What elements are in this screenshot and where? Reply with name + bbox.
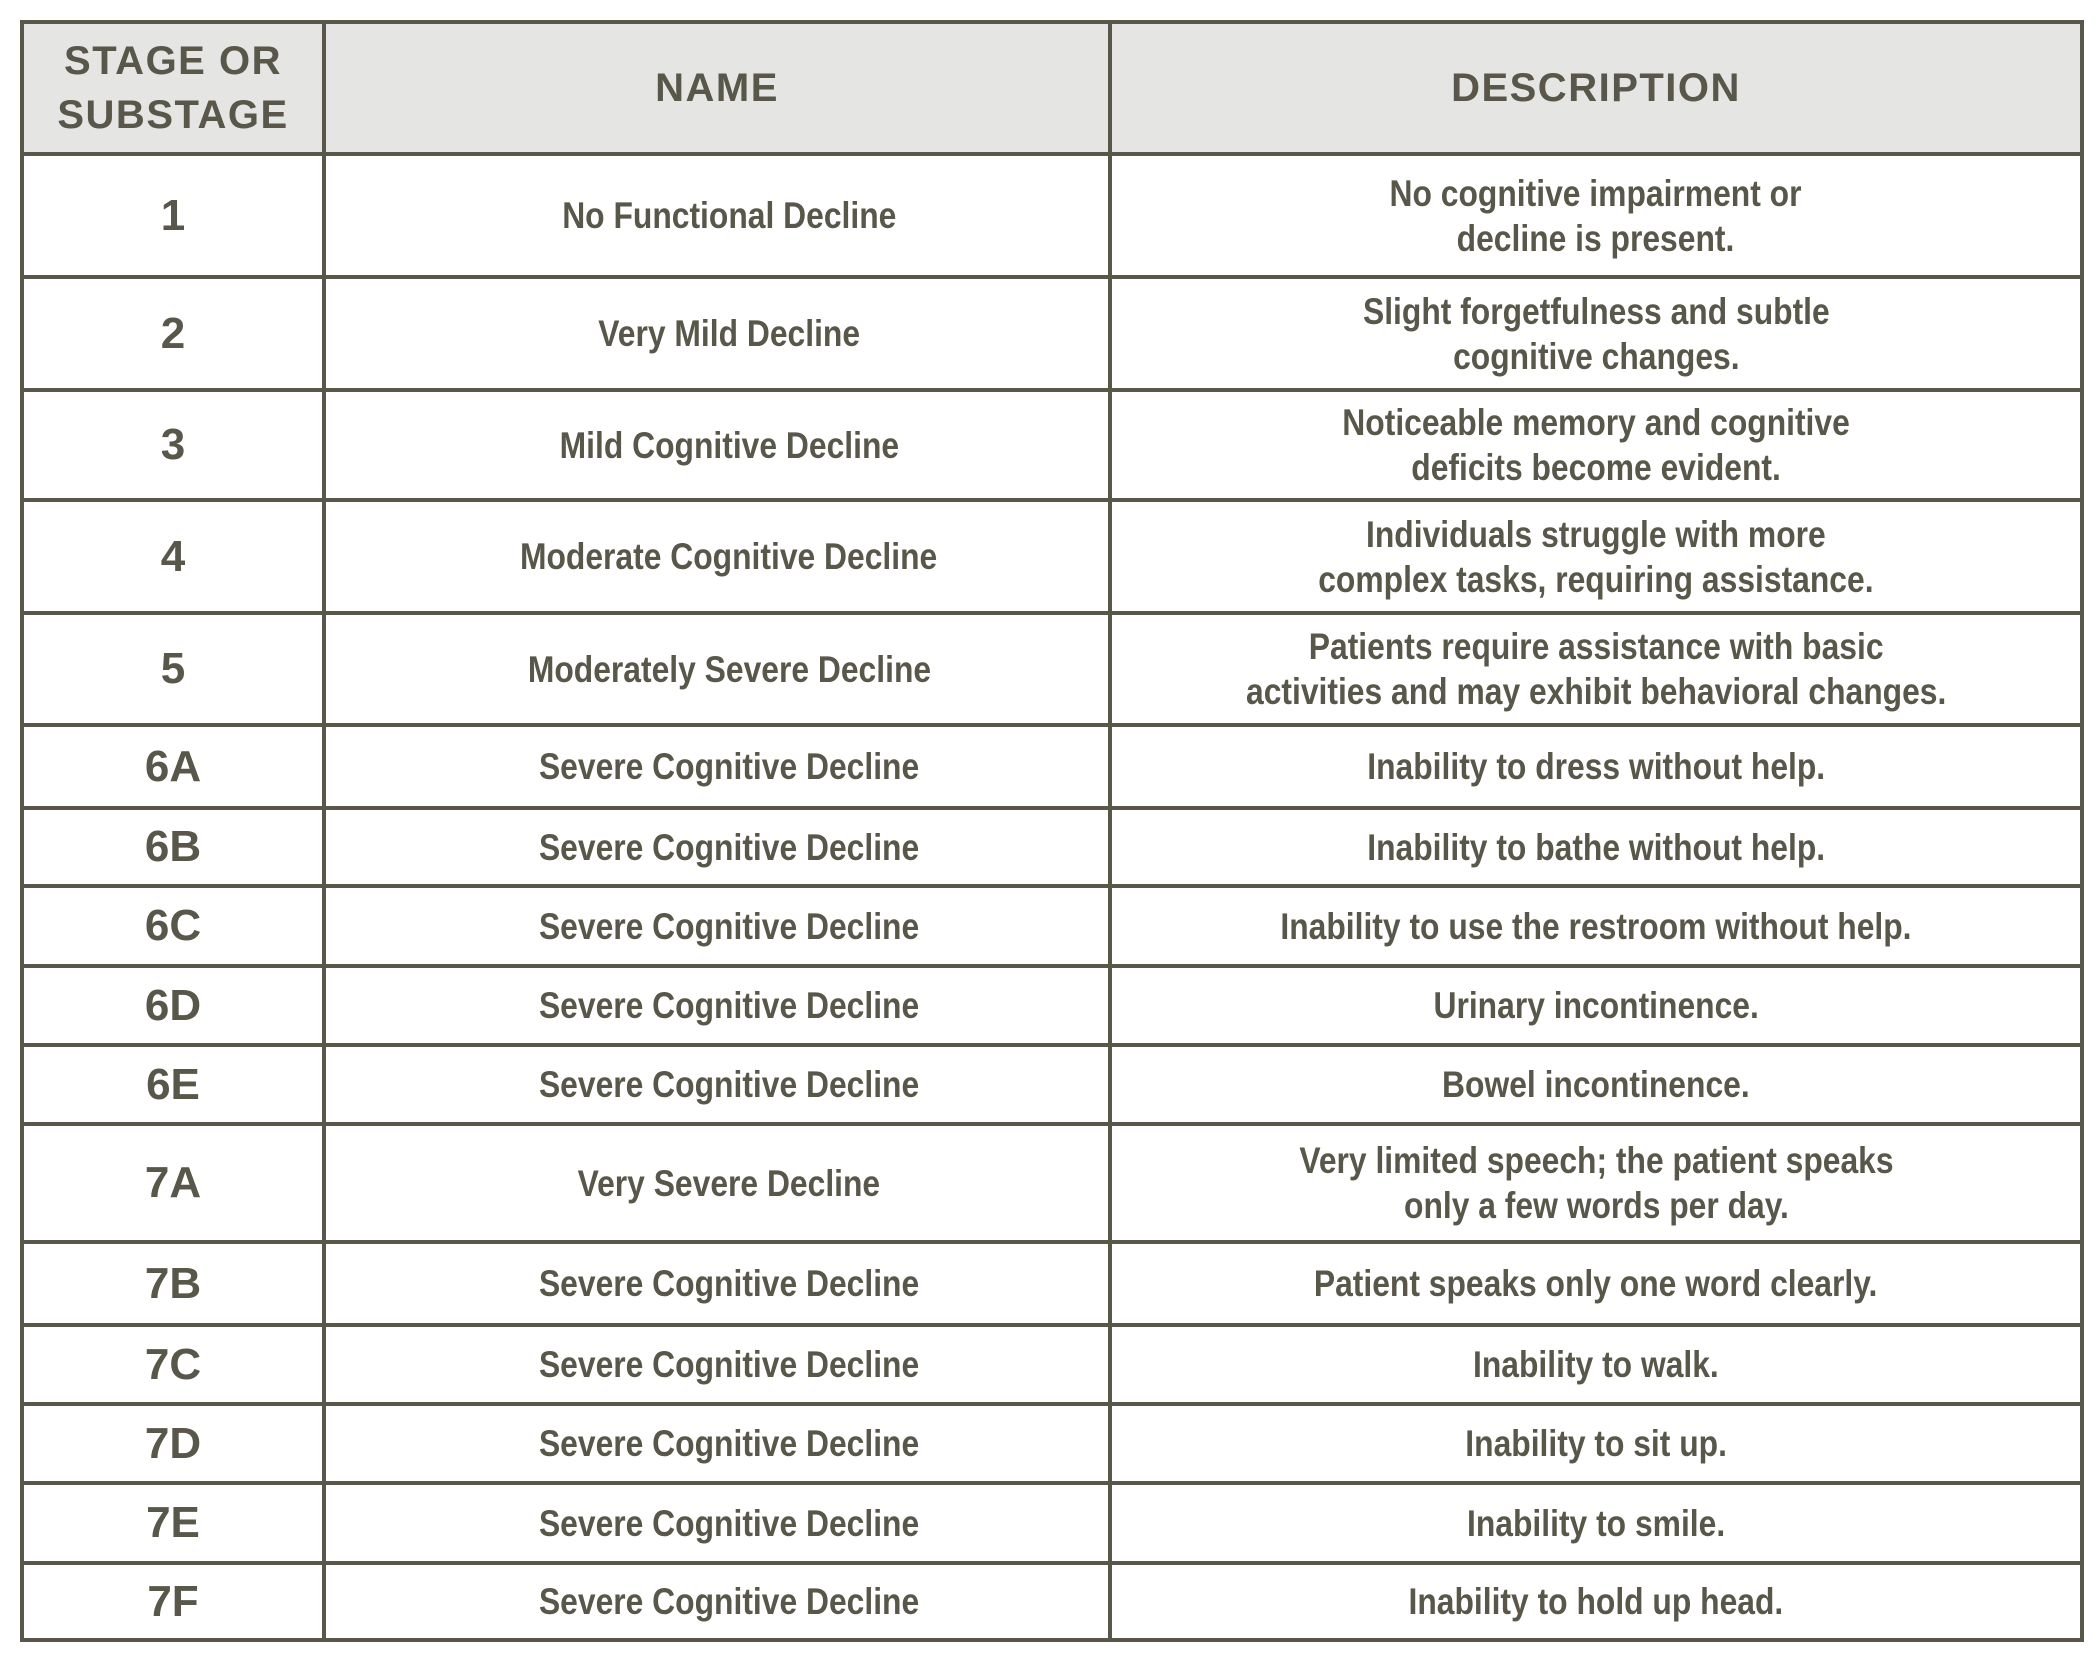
stage-cell <box>22 613 324 725</box>
stage-cell <box>22 390 324 500</box>
stage-name: Very Severe Decline <box>577 1162 881 1204</box>
stage-name: Severe Cognitive Decline <box>538 1502 920 1544</box>
stage-cell <box>22 966 324 1045</box>
table-row <box>22 966 2082 1045</box>
name-cell <box>324 390 1110 500</box>
stage-cell <box>22 1563 324 1640</box>
table-row <box>22 886 2082 966</box>
stage-description: Individuals struggle with more complex tasks, requiring assistance. <box>1318 513 1874 600</box>
stage-value: 4 <box>160 531 186 581</box>
stage-cell <box>22 886 324 966</box>
stage-value: 7A <box>144 1158 202 1207</box>
stage-cell <box>22 1483 324 1563</box>
table-row <box>22 154 2082 277</box>
stage-name: Moderate Cognitive Decline <box>520 536 938 577</box>
stage-cell <box>22 500 324 613</box>
table-row <box>22 808 2082 886</box>
stage-name: Severe Cognitive Decline <box>538 1344 920 1385</box>
name-cell <box>324 725 1110 808</box>
stage-description: Inability to bathe without help. <box>1367 826 1825 868</box>
description-cell <box>1110 1045 2082 1124</box>
stage-cell <box>22 277 324 390</box>
name-cell <box>324 1124 1110 1242</box>
stage-value: 1 <box>160 190 186 240</box>
stage-cell <box>22 1242 324 1325</box>
stage-description: Very limited speech; the patient speaks only a few words per day. <box>1298 1140 1894 1226</box>
stage-cell <box>22 1404 324 1483</box>
description-cell <box>1110 1325 2082 1404</box>
description-cell <box>1110 1483 2082 1563</box>
stage-value: 2 <box>160 308 186 358</box>
name-cell <box>324 886 1110 966</box>
description-cell <box>1110 613 2082 725</box>
stage-name: Severe Cognitive Decline <box>538 905 920 947</box>
header-name-label: NAME <box>655 66 779 110</box>
header-description <box>1110 22 2082 154</box>
stage-name: No Functional Decline <box>561 195 897 236</box>
description-cell <box>1110 1404 2082 1483</box>
name-cell <box>324 277 1110 390</box>
stage-description: Bowel incontinence. <box>1442 1064 1750 1105</box>
name-cell <box>324 1483 1110 1563</box>
stage-description: Inability to sit up. <box>1465 1423 1727 1464</box>
stage-name: Severe Cognitive Decline <box>538 826 920 868</box>
description-cell <box>1110 808 2082 886</box>
table-row <box>22 500 2082 613</box>
description-cell <box>1110 725 2082 808</box>
dementia-stages-table <box>20 20 2084 1642</box>
stage-name: Severe Cognitive Decline <box>538 1581 920 1622</box>
name-cell <box>324 500 1110 613</box>
stage-name: Severe Cognitive Decline <box>538 746 920 787</box>
name-cell <box>324 966 1110 1045</box>
stage-value: 6D <box>144 980 202 1030</box>
stage-name: Moderately Severe Decline <box>527 648 931 690</box>
stage-description: Urinary incontinence. <box>1433 985 1759 1026</box>
table-row <box>22 725 2082 808</box>
description-cell <box>1110 277 2082 390</box>
stage-cell <box>22 1124 324 1242</box>
description-cell <box>1110 1563 2082 1640</box>
stage-value: 5 <box>160 644 186 693</box>
name-cell <box>324 154 1110 277</box>
stage-name: Severe Cognitive Decline <box>538 1263 920 1304</box>
stage-description: Inability to hold up head. <box>1408 1581 1784 1622</box>
stage-description: Patients require assistance with basic activities and may exhibit behavioral changes. <box>1245 626 1947 712</box>
header-name <box>324 22 1110 154</box>
name-cell <box>324 1242 1110 1325</box>
stage-name: Very Mild Decline <box>598 313 860 354</box>
description-cell <box>1110 1242 2082 1325</box>
stage-value: 6E <box>146 1059 200 1109</box>
stage-cell <box>22 1045 324 1124</box>
stage-name: Severe Cognitive Decline <box>538 1064 920 1105</box>
stage-description: Inability to smile. <box>1466 1502 1726 1544</box>
name-cell <box>324 808 1110 886</box>
stage-description: Noticeable memory and cognitive deficits become evident. <box>1342 402 1850 488</box>
stage-cell <box>22 154 324 277</box>
description-cell <box>1110 886 2082 966</box>
table-row <box>22 1483 2082 1563</box>
table-row <box>22 613 2082 725</box>
stage-description: No cognitive impairment or decline is present. <box>1390 172 1802 259</box>
stage-value: 7C <box>144 1339 202 1389</box>
stage-value: 7F <box>147 1576 199 1626</box>
name-cell <box>324 613 1110 725</box>
stage-description: Slight forgetfulness and subtle cognitive changes. <box>1362 290 1830 377</box>
header-row <box>22 22 2082 154</box>
header-stage <box>22 22 324 154</box>
table-row <box>22 1325 2082 1404</box>
description-cell <box>1110 1124 2082 1242</box>
stage-name: Severe Cognitive Decline <box>538 985 920 1026</box>
stage-description: Inability to walk. <box>1473 1344 1719 1385</box>
stage-cell <box>22 808 324 886</box>
stage-name: Severe Cognitive Decline <box>538 1423 920 1464</box>
stage-description: Inability to dress without help. <box>1367 746 1825 787</box>
description-cell <box>1110 154 2082 277</box>
description-cell <box>1110 966 2082 1045</box>
stage-value: 6C <box>144 901 202 950</box>
stage-description: Patient speaks only one word clearly. <box>1314 1263 1878 1304</box>
stage-value: 6A <box>144 741 202 791</box>
table-row <box>22 1045 2082 1124</box>
table-row <box>22 1404 2082 1483</box>
stage-value: 7E <box>146 1498 200 1547</box>
header-description-label: DESCRIPTION <box>1451 66 1741 110</box>
stage-value: 7D <box>144 1418 202 1468</box>
stage-description: Inability to use the restroom without help. <box>1280 905 1912 947</box>
header-stage-label: STAGE OR SUBSTAGE <box>57 39 289 137</box>
stage-name: Mild Cognitive Decline <box>559 424 899 466</box>
name-cell <box>324 1404 1110 1483</box>
table-row <box>22 277 2082 390</box>
stage-cell <box>22 725 324 808</box>
stage-value: 7B <box>144 1258 202 1308</box>
stage-cell <box>22 1325 324 1404</box>
table-row <box>22 1242 2082 1325</box>
description-cell <box>1110 500 2082 613</box>
description-cell <box>1110 390 2082 500</box>
name-cell <box>324 1045 1110 1124</box>
name-cell <box>324 1563 1110 1640</box>
table-row <box>22 390 2082 500</box>
stage-value: 3 <box>160 420 186 469</box>
name-cell <box>324 1325 1110 1404</box>
table-row <box>22 1563 2082 1640</box>
table-row <box>22 1124 2082 1242</box>
stage-value: 6B <box>144 822 202 871</box>
